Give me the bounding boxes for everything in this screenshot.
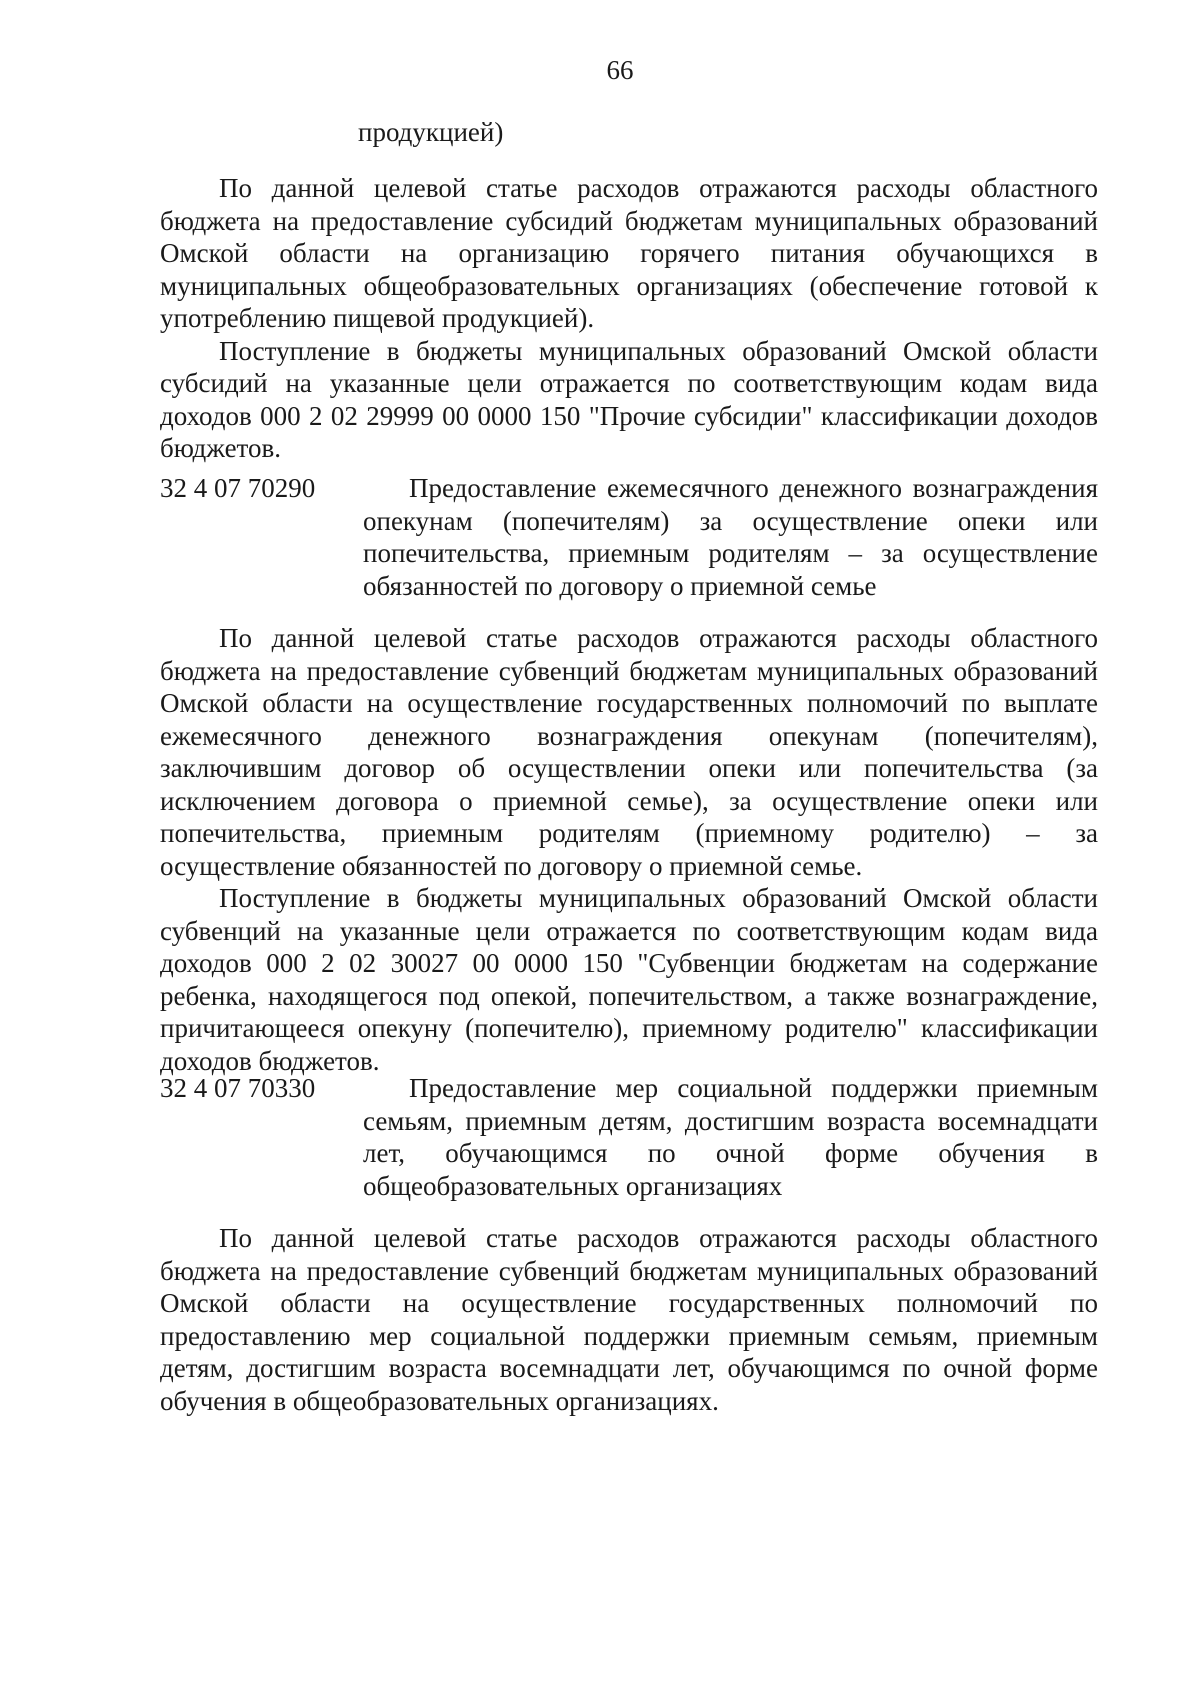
article-title: Предоставление мер социальной поддержки приемным семьям, приемным детям, достигшим возраста восемнадцати лет, обучающимся по очной форме обучения в общеобразовательных организациях — [363, 1073, 1098, 1201]
paragraph: Поступление в бюджеты муниципальных образований Омской области субсидий на указанные цели отражается по соответствующим кодам вида доходов 000 2 02 29999 00 0000 150 "Прочие субсидии" классификации доходов бюджетов. — [160, 335, 1098, 463]
article-code: 32 4 07 70290 — [160, 473, 316, 503]
paragraph: По данной целевой статье расходов отражаются расходы областного бюджета на предоставление субвенций бюджетам муниципальных образований Омской области на осуществление государственных полномочий по выплате ежемесячного денежного вознаграждения опекунам (попечителям), заключившим договор об осуществлении опеки или попечительства (за исключением договора о приемной семье), за осуществление опеки или попечительства, приемным родителям (приемному родителю) – за осуществление обязанностей по договору о приемной семье. — [160, 623, 1098, 881]
paragraph: По данной целевой статье расходов отражаются расходы областного бюджета на предоставление субсидий бюджетам муниципальных образований Омской области на организацию горячего питания обучающихся в муниципальных общеобразовательных организациях (обеспечение готовой к употреблению пищевой продукцией). — [160, 173, 1098, 333]
section-intro — [160, 172, 1098, 465]
article-title: Предоставление ежемесячного денежного вознаграждения опекунам (попечителям) за осуществление опеки или попечительства, приемным родителям – за осуществление обязанностей по договору о приемной семье — [363, 473, 1098, 601]
paragraph: По данной целевой статье расходов отражаются расходы областного бюджета на предоставление субвенций бюджетам муниципальных образований Омской области на осуществление государственных полномочий по предоставлению мер социальной поддержки приемным семьям, приемным детям, достигшим возраста восемнадцати лет, обучающимся по очной форме обучения в общеобразовательных организациях. — [160, 1223, 1098, 1416]
page-number: 66 — [606, 55, 634, 85]
continuation-text: продукцией) — [358, 117, 504, 147]
article-code: 32 4 07 70330 — [160, 1073, 316, 1103]
article-heading-70330 — [160, 1072, 1098, 1202]
section-70290-body — [160, 622, 1098, 1077]
article-heading-70290 — [160, 472, 1098, 602]
section-70330-body — [160, 1222, 1098, 1417]
paragraph: Поступление в бюджеты муниципальных образований Омской области субвенций на указанные цели отражается по соответствующим кодам вида доходов 000 2 02 30027 00 0000 150 "Субвенции бюджетам на содержание ребенка, находящегося под опекой, попечительством, а также вознаграждение, причитающееся опекуну (попечителю), приемному родителю" классификации доходов бюджетов. — [160, 883, 1098, 1076]
